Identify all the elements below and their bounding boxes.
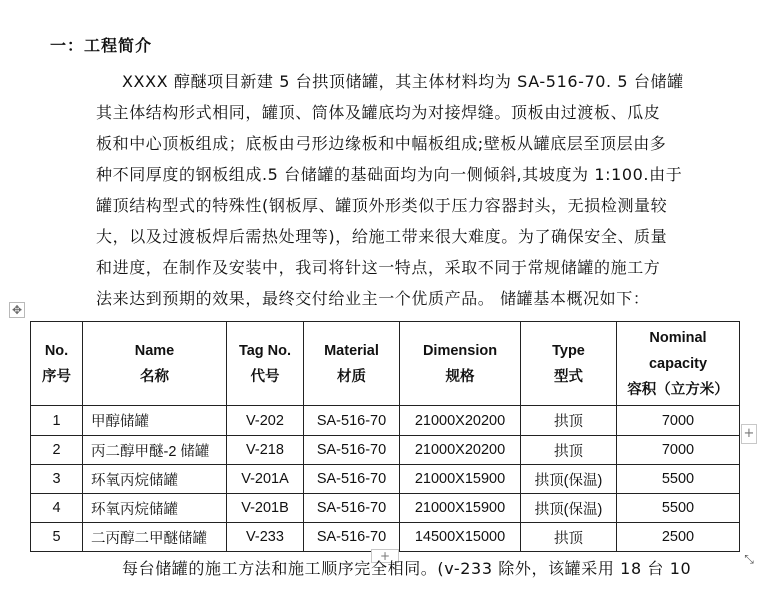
cell-name[interactable]: 环氧丙烷储罐 xyxy=(83,465,227,494)
cell-capacity[interactable]: 5500 xyxy=(617,465,740,494)
paragraph-line: 其主体结构形式相同，罐顶、筒体及罐底均为对接焊缝。顶板由过渡板、瓜皮 xyxy=(96,103,661,122)
cell-dimension[interactable]: 21000X15900 xyxy=(400,465,521,494)
cell-type[interactable]: 拱顶 xyxy=(521,523,617,552)
paragraph-line: 大，以及过渡板焊后需热处理等)，给施工带来很大难度。为了确保安全、质量 xyxy=(96,227,668,246)
cell-tag[interactable]: V-202 xyxy=(227,406,304,436)
table-move-handle-icon[interactable]: ✥ xyxy=(9,302,25,318)
header-name[interactable]: Name 名称 xyxy=(83,322,227,406)
cell-capacity[interactable]: 5500 xyxy=(617,494,740,523)
table-row xyxy=(31,494,740,523)
cell-material[interactable]: SA-516-70 xyxy=(304,465,400,494)
cell-material[interactable]: SA-516-70 xyxy=(304,494,400,523)
cell-tag[interactable]: V-233 xyxy=(227,523,304,552)
paragraph-line: XXXX 醇醚项目新建 5 台拱顶储罐，其主体材料均为 SA-516-70. 5 台储罐 xyxy=(122,72,684,91)
header-tag-no[interactable]: Tag No. 代号 xyxy=(227,322,304,406)
add-row-icon[interactable]: + xyxy=(371,549,399,563)
cell-tag[interactable]: V-201B xyxy=(227,494,304,523)
cell-capacity[interactable]: 7000 xyxy=(617,406,740,436)
header-capacity[interactable]: Nominal capacity 容积（立方米） xyxy=(617,322,740,406)
cell-dimension[interactable]: 21000X15900 xyxy=(400,494,521,523)
cell-name[interactable]: 二丙醇二甲醚储罐 xyxy=(83,523,227,552)
cell-capacity[interactable]: 2500 xyxy=(617,523,740,552)
table-row xyxy=(31,523,740,552)
header-no[interactable]: No. 序号 xyxy=(31,322,83,406)
cell-material[interactable]: SA-516-70 xyxy=(304,406,400,436)
cell-no[interactable]: 2 xyxy=(31,436,83,465)
cell-tag[interactable]: V-201A xyxy=(227,465,304,494)
paragraph-line: 罐顶结构型式的特殊性(钢板厚、罐顶外形类似于压力容器封头，无损检测量较 xyxy=(96,196,668,215)
cell-dimension[interactable]: 14500X15000 xyxy=(400,523,521,552)
cell-type[interactable]: 拱顶 xyxy=(521,436,617,465)
cell-dimension[interactable]: 21000X20200 xyxy=(400,406,521,436)
cell-material[interactable]: SA-516-70 xyxy=(304,523,400,552)
cell-no[interactable]: 3 xyxy=(31,465,83,494)
header-dimension[interactable]: Dimension 规格 xyxy=(400,322,521,406)
table-row xyxy=(31,465,740,494)
header-material[interactable]: Material 材质 xyxy=(304,322,400,406)
cell-type[interactable]: 拱顶(保温) xyxy=(521,494,617,523)
cell-name[interactable]: 甲醇储罐 xyxy=(83,406,227,436)
cell-no[interactable]: 1 xyxy=(31,406,83,436)
add-column-icon[interactable]: + xyxy=(741,424,757,444)
cell-no[interactable]: 5 xyxy=(31,523,83,552)
cell-material[interactable]: SA-516-70 xyxy=(304,436,400,465)
cell-type[interactable]: 拱顶(保温) xyxy=(521,465,617,494)
cell-type[interactable]: 拱顶 xyxy=(521,406,617,436)
cell-name[interactable]: 丙二醇甲醚-2 储罐 xyxy=(83,436,227,465)
paragraph-line: 种不同厚度的钢板组成.5 台储罐的基础面均为向一侧倾斜,其坡度为 1:100.由于 xyxy=(96,165,683,184)
cell-no[interactable]: 4 xyxy=(31,494,83,523)
cell-capacity[interactable]: 7000 xyxy=(617,436,740,465)
table-row xyxy=(31,436,740,465)
paragraph-line: 和进度，在制作及安装中，我司将针这一特点，采取不同于常规储罐的施工方 xyxy=(96,258,661,277)
header-type[interactable]: Type 型式 xyxy=(521,322,617,406)
paragraph-line: 每台储罐的施工方法和施工顺序完全相同。(v-233 除外，该罐采用 18 台 10 xyxy=(122,559,692,578)
tank-overview-table xyxy=(30,321,740,552)
table-row xyxy=(31,406,740,436)
intro-paragraph xyxy=(96,66,724,314)
paragraph-line: 法来达到预期的效果，最终交付给业主一个优质产品。 储罐基本概况如下： xyxy=(96,289,650,308)
paragraph-line: 板和中心顶板组成；底板由弓形边缘板和中幅板组成;壁板从罐底层至顶层由多 xyxy=(96,134,667,153)
section-heading: 一：工程简介 xyxy=(50,36,153,55)
cell-name[interactable]: 环氧丙烷储罐 xyxy=(83,494,227,523)
table-header-row xyxy=(31,322,740,406)
table-resize-icon[interactable]: ⤡ xyxy=(744,552,754,566)
closing-paragraph xyxy=(96,553,724,584)
cell-tag[interactable]: V-218 xyxy=(227,436,304,465)
cell-dimension[interactable]: 21000X20200 xyxy=(400,436,521,465)
